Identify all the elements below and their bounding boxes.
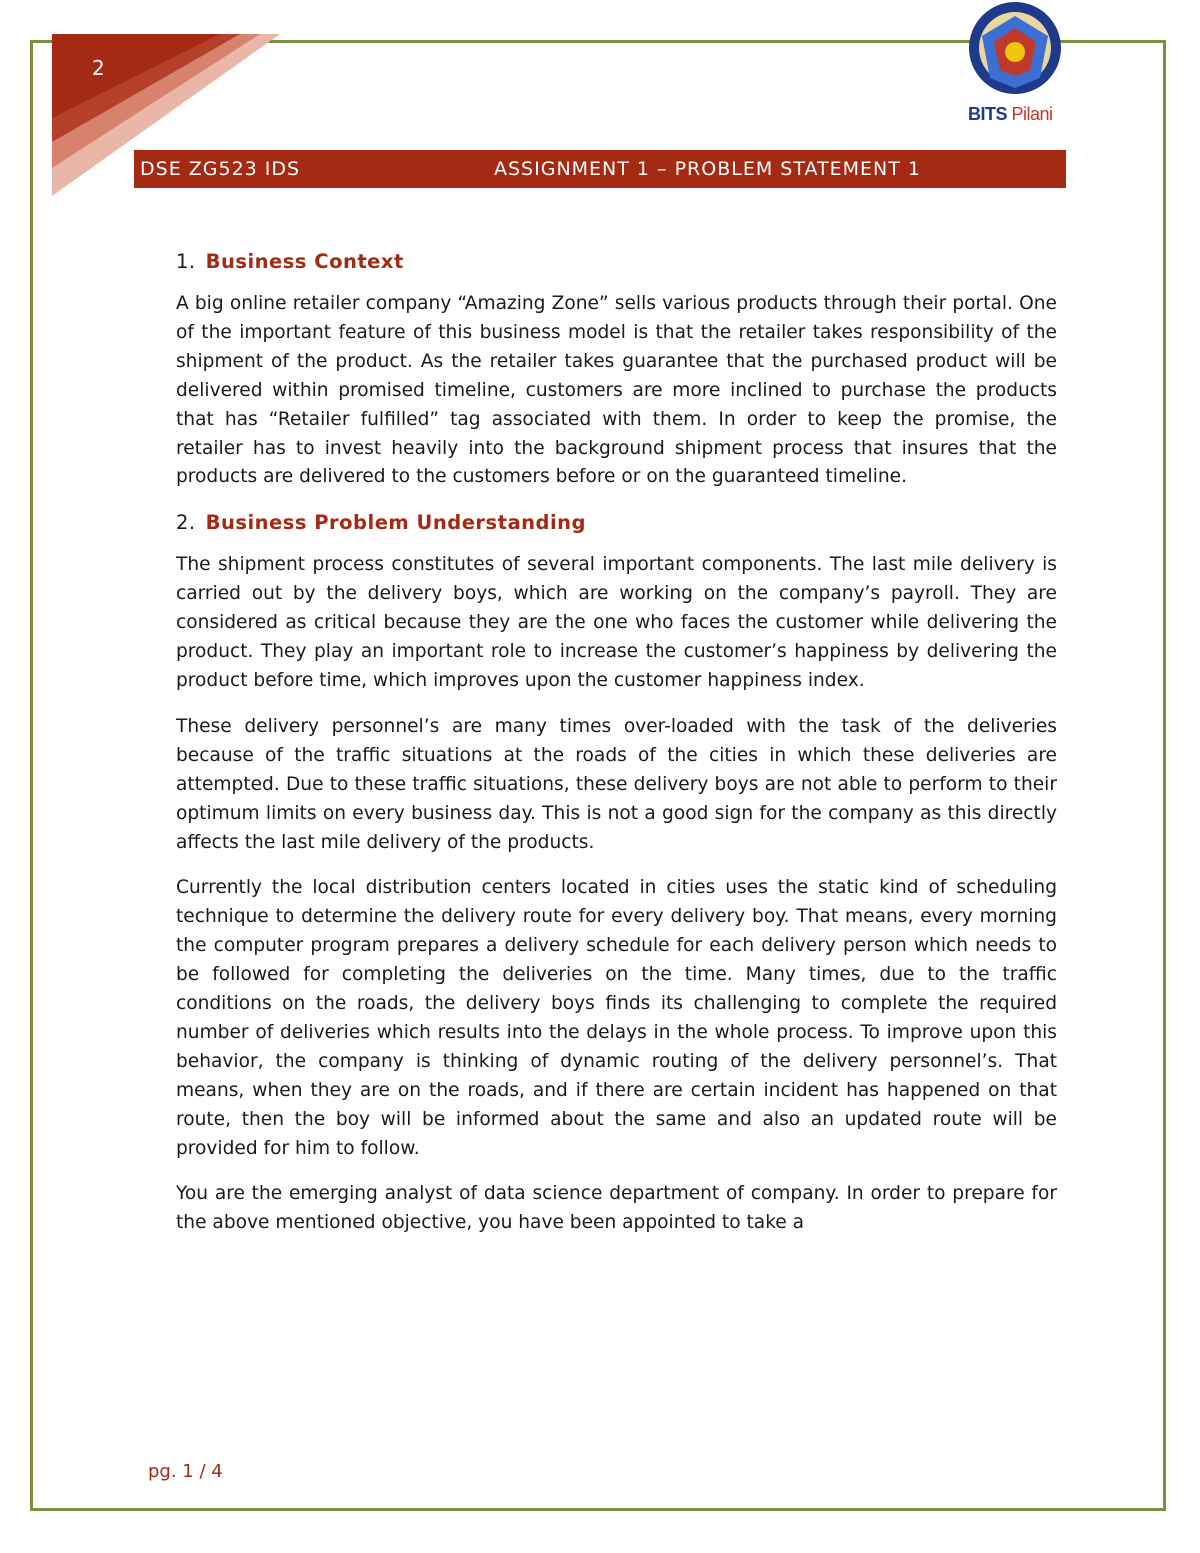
header-bar <box>134 150 1066 188</box>
logo-brand-bold: BITS <box>968 104 1008 124</box>
section-number: 2. <box>176 511 196 535</box>
section-heading <box>176 509 1057 537</box>
logo-brand-light: Pilani <box>1011 104 1053 124</box>
section-heading <box>176 248 1057 276</box>
logo-wordmark <box>968 104 1053 125</box>
paragraph: You are the emerging analyst of data science department of company. In order to prepare for the above mentioned objective, you have been appointed to take a <box>176 1183 1057 1234</box>
document-body <box>176 248 1057 1255</box>
section-title: Business Context <box>205 250 404 273</box>
section-title: Business Problem Understanding <box>205 511 587 535</box>
course-code: DSE ZG523 IDS <box>140 158 301 180</box>
section-number: 1. <box>176 250 196 273</box>
paragraph: A big online retailer company “Amazing Zone” sells various products through their portal. One of the important feature of this business model is that the retailer takes responsibility of the shipment of the product. As the retailer takes guarantee that the purchased product will be delivered within promised timeline, customers are more inclined to purchase the products that has “Retailer fulfilled” tag associated with them. In order to keep the promise, the retailer has to invest heavily into the background shipment process that insures that the products are delivered to the customers before or on the guaranteed timeline. <box>176 293 1057 488</box>
header-page-number: 2 <box>92 56 105 80</box>
paragraph: These delivery personnel’s are many times over-loaded with the task of the deliveries because of the traffic situations at the roads of the cities in which these deliveries are attempted. Due to these traffic situations, these delivery boys are not able to perform to their optimum limits on every business day. This is not a good sign for the company as this directly affects the last mile delivery of the products. <box>176 715 1057 853</box>
assignment-title: ASSIGNMENT 1 – PROBLEM STATEMENT 1 <box>494 158 921 180</box>
paragraph: The shipment process constitutes of several important components. The last mile delivery is carried out by the delivery boys, which are working on the company’s payroll. They are considered as critical because they are the one who faces the customer while delivering the product. They play an important role to increase the customer’s happiness by delivering the product before time, which improves upon the customer happiness index. <box>176 554 1057 691</box>
footer-page-indicator: pg. 1 / 4 <box>148 1461 223 1482</box>
paragraph: Currently the local distribution centers located in cities uses the static kind of scheduling technique to determine the delivery route for every delivery boy. That means, every morning the computer program prepares a delivery schedule for each delivery person which needs to be followed for completing the deliveries on the time. Many times, due to the traffic conditions on the roads, the delivery boys finds its challenging to complete the required number of deliveries which results into the delays in the whole process. To improve upon this behavior, the company is thinking of dynamic routing of the delivery personnel’s. That means, when they are on the roads, and if there are certain incident has happened on that route, then the boy will be informed about the same and also an updated route will be provided for him to follow. <box>176 877 1057 1159</box>
